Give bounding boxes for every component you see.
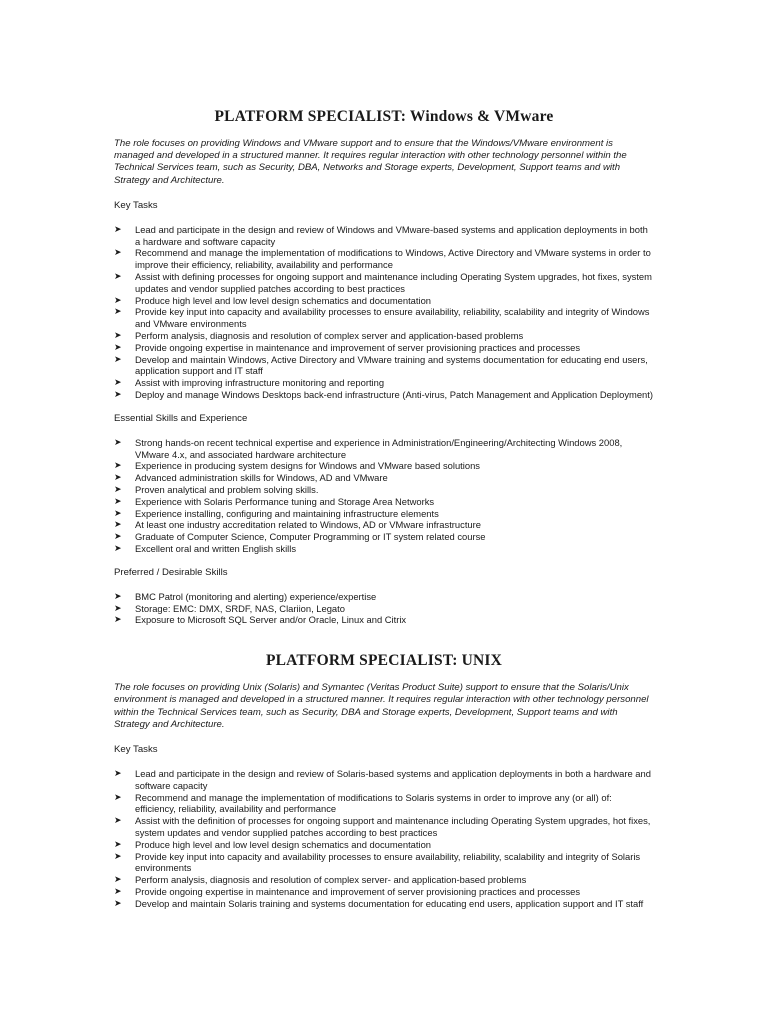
- arrow-bullet-icon: ➤: [114, 897, 122, 908]
- list-item: ➤ Lead and participate in the design and review of Solaris-based systems and application deployments in both a hardware and software capacity: [114, 767, 651, 791]
- arrow-bullet-icon: ➤: [114, 838, 122, 849]
- section1-skills-list: [114, 437, 654, 555]
- list-item: ➤ Recommend and manage the implementation of modifications to Windows, Active Directory and VMware systems in order to improve their efficiency, reliability, availability and performance: [114, 247, 651, 271]
- arrow-bullet-icon: ➤: [114, 885, 122, 896]
- arrow-bullet-icon: ➤: [114, 223, 122, 234]
- list-item: ➤ Experience in producing system designs for Windows and VMware based solutions: [114, 460, 480, 472]
- arrow-bullet-icon: ➤: [114, 341, 122, 352]
- list-item: ➤ Perform analysis, diagnosis and resolution of complex server and application-based problems: [114, 329, 524, 341]
- arrow-bullet-icon: ➤: [114, 247, 122, 258]
- list-item: ➤ Storage: EMC: DMX, SRDF, NAS, Clariion, Legato: [114, 602, 345, 614]
- document-content: [114, 108, 654, 922]
- list-item: ➤ Produce high level and low level design schematics and documentation: [114, 838, 432, 850]
- section2-intro: The role focuses on providing Unix (Solaris) and Symantec (Veritas Product Suite) support to ensure that the Solaris/Unix environment is managed and developed in a structured manner. It requires regular interaction with other technology personnel within the Technical Services team, such as Security, DBA and Storage experts, Development, Support teams and with Strategy and Architecture.: [114, 682, 649, 730]
- arrow-bullet-icon: ➤: [114, 767, 122, 778]
- list-item: ➤ Excellent oral and written English skills: [114, 542, 297, 554]
- section2-title: PLATFORM SPECIALIST: UNIX: [265, 652, 503, 670]
- list-item: ➤ Experience with Solaris Performance tuning and Storage Area Networks: [114, 495, 435, 507]
- list-item: ➤ Provide key input into capacity and availability processes to ensure availability, reliability, scalability and integrity of Solaris environments: [114, 850, 641, 874]
- arrow-bullet-icon: ➤: [114, 519, 122, 530]
- list-item: ➤ Graduate of Computer Science, Computer Programming or IT system related course: [114, 531, 486, 543]
- list-item: ➤ Assist with the definition of processes for ongoing support and maintenance including Operating System upgrades, hot fixes, system updates and vendor supplied patches according to best practices: [114, 815, 651, 838]
- list-item: ➤ Develop and maintain Solaris training and systems documentation for educating end users, application support and IT staff: [114, 897, 644, 909]
- arrow-bullet-icon: ➤: [114, 472, 122, 483]
- arrow-bullet-icon: ➤: [114, 306, 122, 317]
- list-item: ➤ Assist with defining processes for ongoing support and maintenance including Operating System upgrades, hot fixes, system updates and vendor supplied patches according to best practices: [114, 271, 652, 294]
- arrow-bullet-icon: ➤: [114, 614, 122, 625]
- section1-intro: The role focuses on providing Windows and VMware support and to ensure that the Windows/VMware environment is managed and developed in a structured manner. It requires regular interaction with other technology personnel within the Technical Services team, such as Security, DBA, Networks and Storage experts, Development, Support teams and with Strategy and Architecture.: [114, 138, 627, 186]
- list-item: ➤ Produce high level and low level design schematics and documentation: [114, 294, 432, 306]
- arrow-bullet-icon: ➤: [114, 436, 122, 447]
- section1-preferred-list: [114, 591, 654, 626]
- arrow-bullet-icon: ➤: [114, 602, 122, 613]
- arrow-bullet-icon: ➤: [114, 388, 122, 399]
- list-item: ➤ Proven analytical and problem solving skills.: [114, 483, 319, 495]
- arrow-bullet-icon: ➤: [114, 353, 122, 364]
- section1-key-tasks-list: [114, 224, 654, 401]
- list-item: ➤ Provide ongoing expertise in maintenance and improvement of server provisioning practices and processes: [114, 341, 581, 353]
- section2-key-tasks-list: [114, 768, 654, 910]
- section1-key-tasks-heading: Key Tasks: [114, 199, 158, 211]
- arrow-bullet-icon: ➤: [114, 590, 122, 601]
- arrow-bullet-icon: ➤: [114, 850, 122, 861]
- arrow-bullet-icon: ➤: [114, 294, 122, 305]
- section1-skills-heading: Essential Skills and Experience: [114, 412, 248, 424]
- list-item: ➤ Advanced administration skills for Windows, AD and VMware: [114, 472, 388, 484]
- list-item: ➤ Provide key input into capacity and availability processes to ensure availability, reliability, scalability and integrity of Windows and VMware environments: [114, 306, 650, 330]
- arrow-bullet-icon: ➤: [114, 542, 122, 553]
- list-item: ➤ Deploy and manage Windows Desktops back-end infrastructure (Anti-virus, Patch Management and Application Deployment): [114, 388, 653, 400]
- arrow-bullet-icon: ➤: [114, 377, 122, 388]
- arrow-bullet-icon: ➤: [114, 495, 122, 506]
- arrow-bullet-icon: ➤: [114, 815, 122, 826]
- list-item: ➤ Experience installing, configuring and maintaining infrastructure elements: [114, 507, 439, 519]
- list-item: ➤ Provide ongoing expertise in maintenance and improvement of server provisioning practices and processes: [114, 885, 581, 897]
- arrow-bullet-icon: ➤: [114, 507, 122, 518]
- list-item: ➤ Exposure to Microsoft SQL Server and/or Oracle, Linux and Citrix: [114, 614, 407, 626]
- arrow-bullet-icon: ➤: [114, 271, 122, 281]
- section1-preferred-heading: Preferred / Desirable Skills: [114, 566, 228, 578]
- list-item: ➤ Lead and participate in the design and review of Windows and VMware-based systems and application deployments in both a hardware and software capacity: [114, 223, 648, 247]
- list-item: ➤ Strong hands-on recent technical expertise and experience in Administration/Engineering/Architecting Windows 2008, VMware 4.x, and associated hardware architecture: [114, 436, 623, 460]
- section1-title: PLATFORM SPECIALIST: Windows & VMware: [214, 108, 554, 125]
- arrow-bullet-icon: ➤: [114, 483, 122, 494]
- list-item: ➤ Assist with improving infrastructure monitoring and reporting: [114, 377, 385, 389]
- list-item: ➤ Perform analysis, diagnosis and resolution of complex server- and application-based problems: [114, 874, 527, 886]
- arrow-bullet-icon: ➤: [114, 460, 122, 471]
- list-item: ➤ At least one industry accreditation related to Windows, AD or VMware infrastructure: [114, 519, 481, 531]
- list-item: ➤ Recommend and manage the implementation of modifications to Solaris systems in order to improve any (or all) of: efficiency, reliability, availability and performance: [114, 791, 612, 815]
- section2-key-tasks-heading: Key Tasks: [114, 743, 158, 755]
- arrow-bullet-icon: ➤: [114, 329, 122, 340]
- list-item: ➤ Develop and maintain Windows, Active Directory and VMware training and systems documentation for educating end users, application support and IT staff: [114, 353, 648, 377]
- arrow-bullet-icon: ➤: [114, 791, 122, 802]
- list-item: ➤ BMC Patrol (monitoring and alerting) experience/expertise: [114, 590, 377, 602]
- arrow-bullet-icon: ➤: [114, 531, 122, 542]
- arrow-bullet-icon: ➤: [114, 874, 122, 885]
